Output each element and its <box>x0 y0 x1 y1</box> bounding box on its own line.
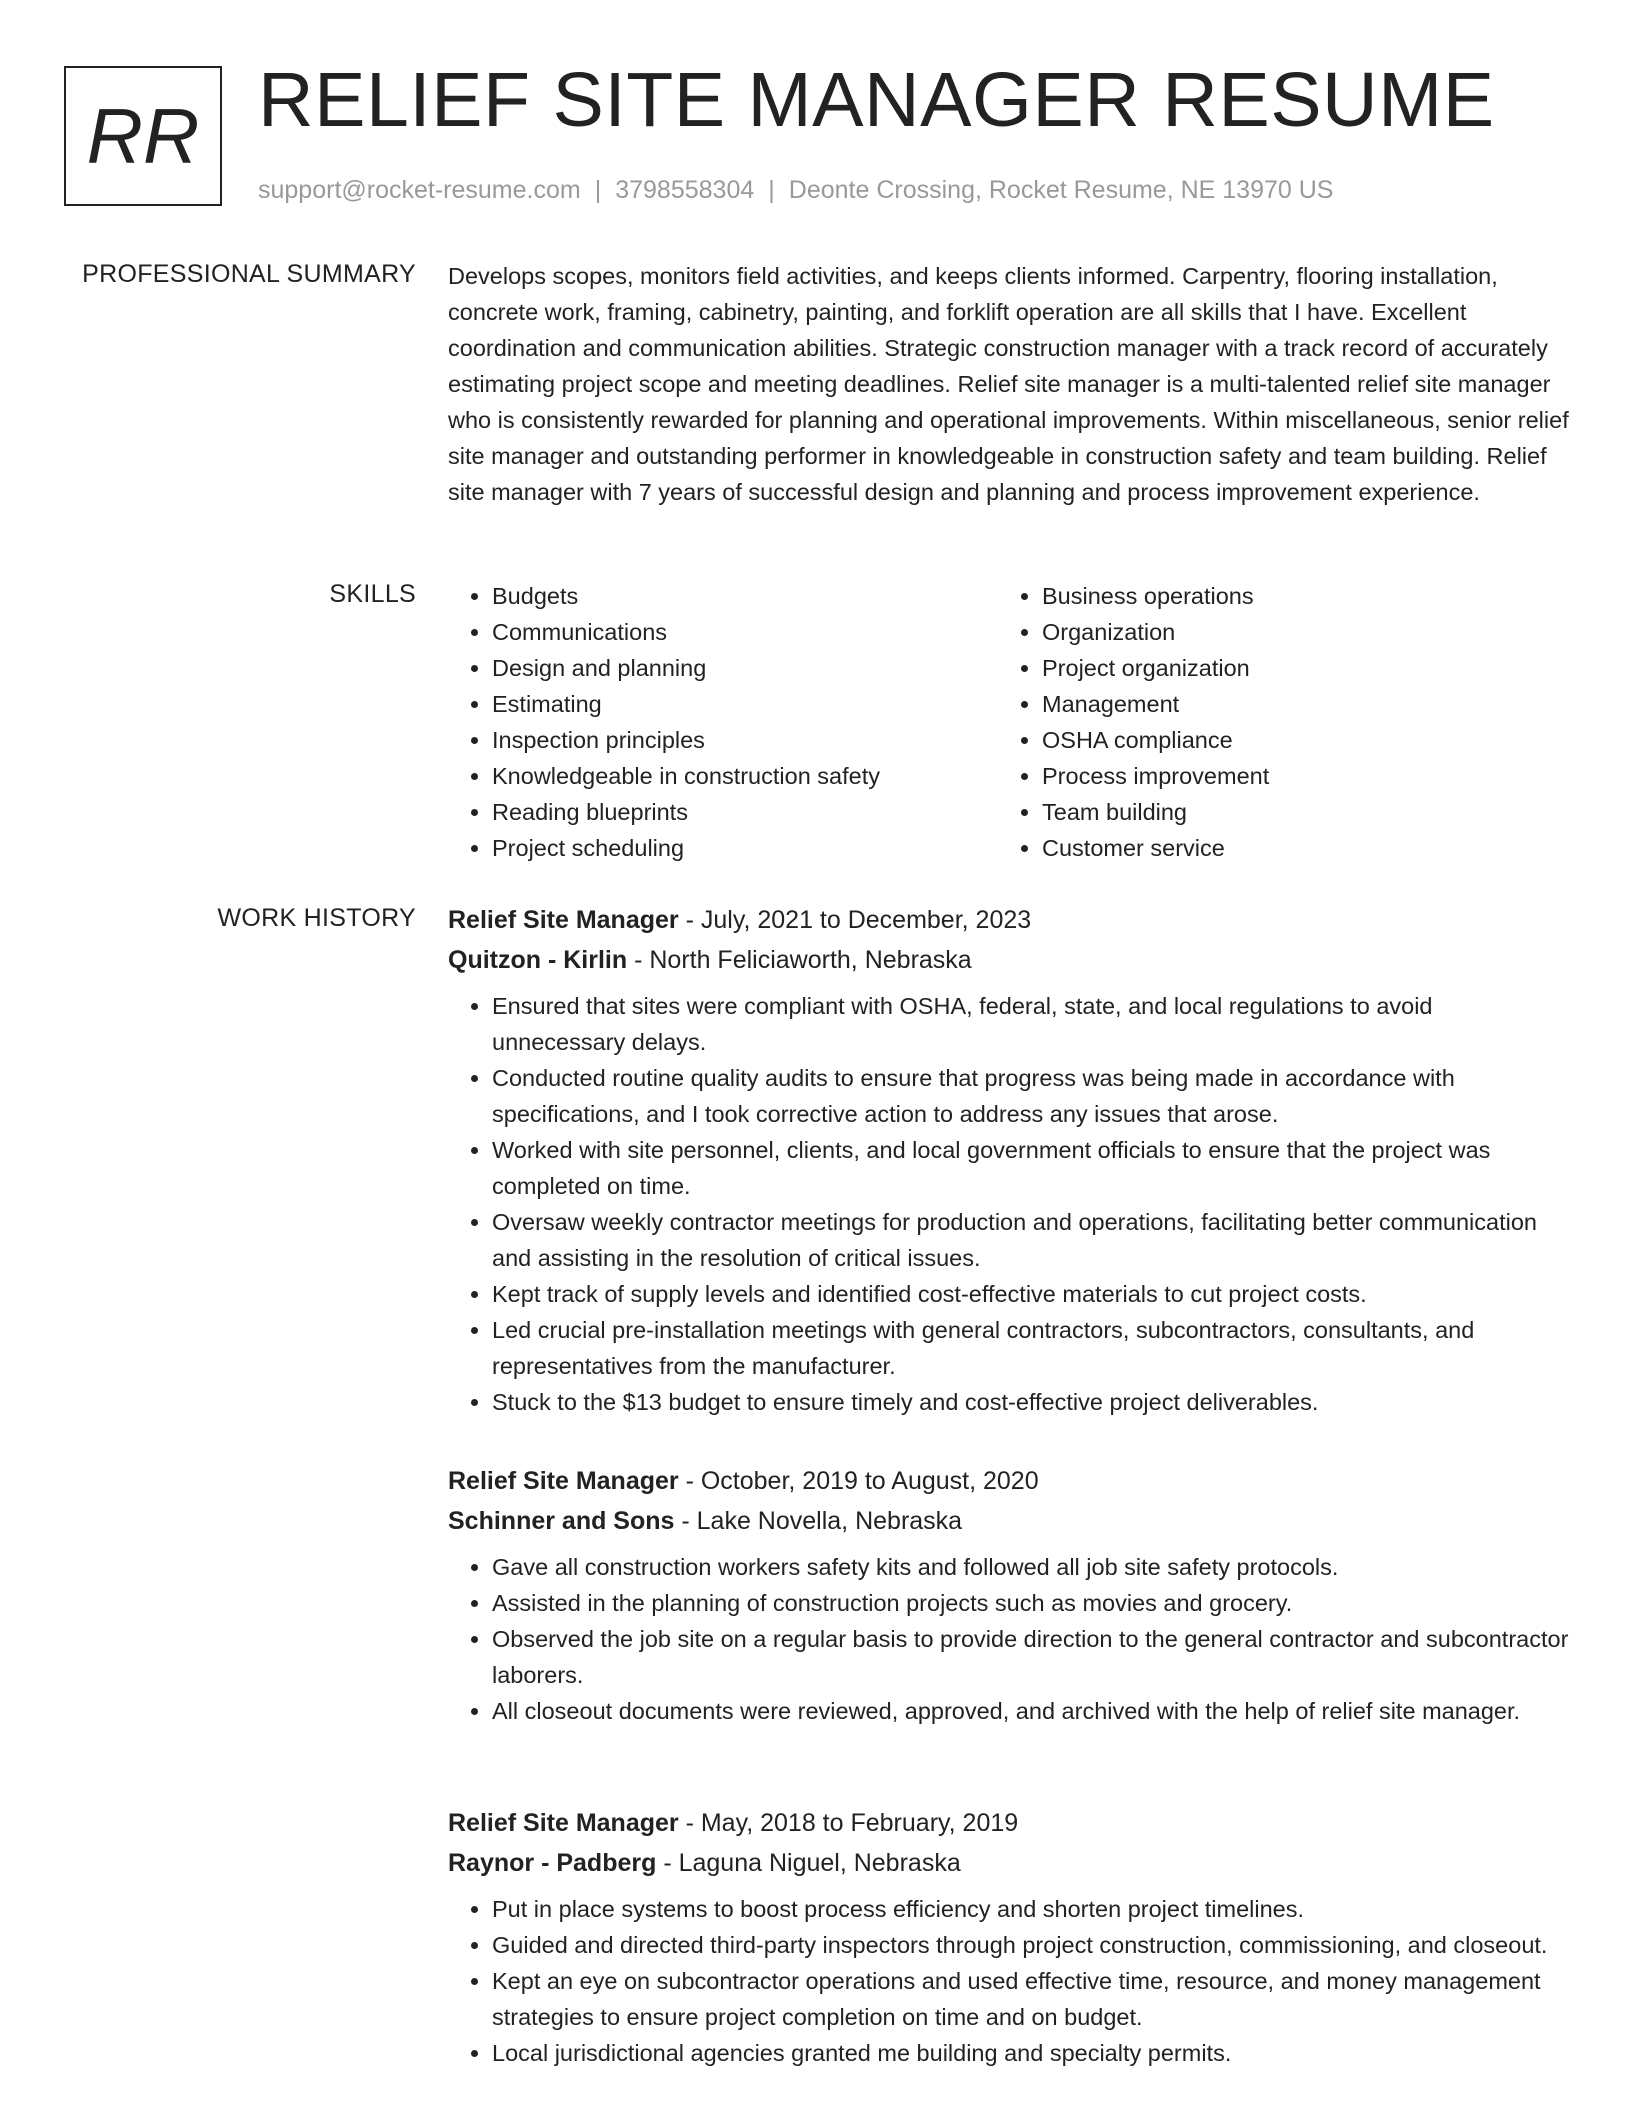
skills-lists <box>448 578 1572 878</box>
job-entry <box>448 1461 1572 1729</box>
skills-list-left <box>448 578 880 866</box>
job-company: Quitzon - Kirlin <box>448 946 628 974</box>
skill-item: • Business operations <box>1042 578 1269 614</box>
skill-item: • Estimating <box>492 686 880 722</box>
job-company: Schinner and Sons <box>448 1507 675 1535</box>
skill-item: • Team building <box>1042 794 1269 830</box>
skill-item: • Communications <box>492 614 880 650</box>
duty-item: • Assisted in the planning of construction projects such as movies and grocery. <box>492 1585 1572 1621</box>
duty-item: • Worked with site personnel, clients, and local government officials to ensure that the project was completed on time. <box>492 1132 1572 1204</box>
job-title: Relief Site Manager <box>448 1809 679 1837</box>
skill-item: • Design and planning <box>492 650 880 686</box>
job-location: - Lake Novella, Nebraska <box>674 1507 963 1535</box>
job-company: Raynor - Padberg <box>448 1849 657 1877</box>
job-heading <box>448 900 1572 940</box>
contact-separator: | <box>594 176 602 204</box>
contact-address: Deonte Crossing, Rocket Resume, NE 13970 US <box>788 176 1334 204</box>
duty-item: • Local jurisdictional agencies granted me building and specialty permits. <box>492 2035 1572 2071</box>
contact-email[interactable]: support@rocket-resume.com <box>258 176 581 204</box>
duty-item: • Conducted routine quality audits to ensure that progress was being made in accordance with specifications, and I took corrective action to address any issues that arose. <box>492 1060 1572 1132</box>
skills-label: SKILLS <box>329 580 416 608</box>
duty-item: • Observed the job site on a regular basis to provide direction to the general contractor and subcontractor laborers. <box>492 1621 1572 1693</box>
job-duties <box>448 1549 1572 1729</box>
job-duties <box>448 988 1572 1420</box>
job-location: - North Feliciaworth, Nebraska <box>627 946 972 974</box>
duty-item: • Ensured that sites were compliant with OSHA, federal, state, and local regulations to avoid unnecessary delays. <box>492 988 1572 1060</box>
job-company-line <box>448 940 1572 980</box>
job-title: Relief Site Manager <box>448 906 679 934</box>
job-company-line <box>448 1843 1572 1883</box>
skills-list-right <box>998 578 1269 866</box>
duty-item: • Oversaw weekly contractor meetings for production and operations, facilitating better communication and assisting in the resolution of critical issues. <box>492 1204 1572 1276</box>
skill-item: • Reading blueprints <box>492 794 880 830</box>
job-company-line <box>448 1501 1572 1541</box>
duty-item: • Led crucial pre-installation meetings with general contractors, subcontractors, consultants, and representatives from the manufacturer. <box>492 1312 1572 1384</box>
duty-item: • All closeout documents were reviewed, approved, and archived with the help of relief site manager. <box>492 1693 1572 1729</box>
resume-title: RELIEF SITE MANAGER RESUME <box>258 57 1495 143</box>
duty-item: • Kept track of supply levels and identified cost-effective materials to cut project costs. <box>492 1276 1572 1312</box>
skill-item: • Process improvement <box>1042 758 1269 794</box>
skill-item: • Customer service <box>1042 830 1269 866</box>
summary-label: PROFESSIONAL SUMMARY <box>82 260 416 288</box>
job-heading <box>448 1803 1572 1843</box>
skill-item: • Inspection principles <box>492 722 880 758</box>
work-history-label: WORK HISTORY <box>217 904 416 932</box>
skill-item: • Management <box>1042 686 1269 722</box>
skill-item: • Organization <box>1042 614 1269 650</box>
job-location: - Laguna Niguel, Nebraska <box>656 1849 961 1877</box>
job-dates: - October, 2019 to August, 2020 <box>678 1467 1039 1495</box>
skill-item: • Budgets <box>492 578 880 614</box>
job-title: Relief Site Manager <box>448 1467 679 1495</box>
skill-item: • OSHA compliance <box>1042 722 1269 758</box>
job-dates: - May, 2018 to February, 2019 <box>678 1809 1019 1837</box>
job-entry <box>448 900 1572 1420</box>
contact-line <box>258 176 1333 205</box>
duty-item: • Put in place systems to boost process efficiency and shorten project timelines. <box>492 1891 1572 1927</box>
job-dates: - July, 2021 to December, 2023 <box>678 906 1032 934</box>
duty-item: • Gave all construction workers safety kits and followed all job site safety protocols. <box>492 1549 1572 1585</box>
job-entry <box>448 1803 1572 2071</box>
skill-item: • Knowledgeable in construction safety <box>492 758 880 794</box>
duty-item: • Stuck to the $13 budget to ensure timely and cost-effective project deliverables. <box>492 1384 1572 1420</box>
skill-item: • Project organization <box>1042 650 1269 686</box>
contact-phone[interactable]: 3798558304 <box>615 176 755 204</box>
job-heading <box>448 1461 1572 1501</box>
skill-item: • Project scheduling <box>492 830 880 866</box>
monogram-logo: RR <box>64 66 222 206</box>
duty-item: • Guided and directed third-party inspectors through project construction, commissioning, and closeout. <box>492 1927 1572 1963</box>
duty-item: • Kept an eye on subcontractor operations and used effective time, resource, and money management strategies to ensure project completion on time and on budget. <box>492 1963 1572 2035</box>
summary-text: Develops scopes, monitors field activities, and keeps clients informed. Carpentry, flooring installation, concrete work, framing, cabinetry, painting, and forklift operation are all skills that I have. Excellent coordination and communication abilities. Strategic construction manager with a track record of accurately estimating project scope and meeting deadlines. Relief site manager is a multi-talented relief site manager who is consistently rewarded for planning and operational improvements. Within miscellaneous, senior relief site manager and outstanding performer in knowledgeable in construction safety and team building. Relief site manager with 7 years of successful design and planning and process improvement experience. <box>448 263 1569 505</box>
job-duties <box>448 1891 1572 2071</box>
contact-separator: | <box>768 176 775 204</box>
